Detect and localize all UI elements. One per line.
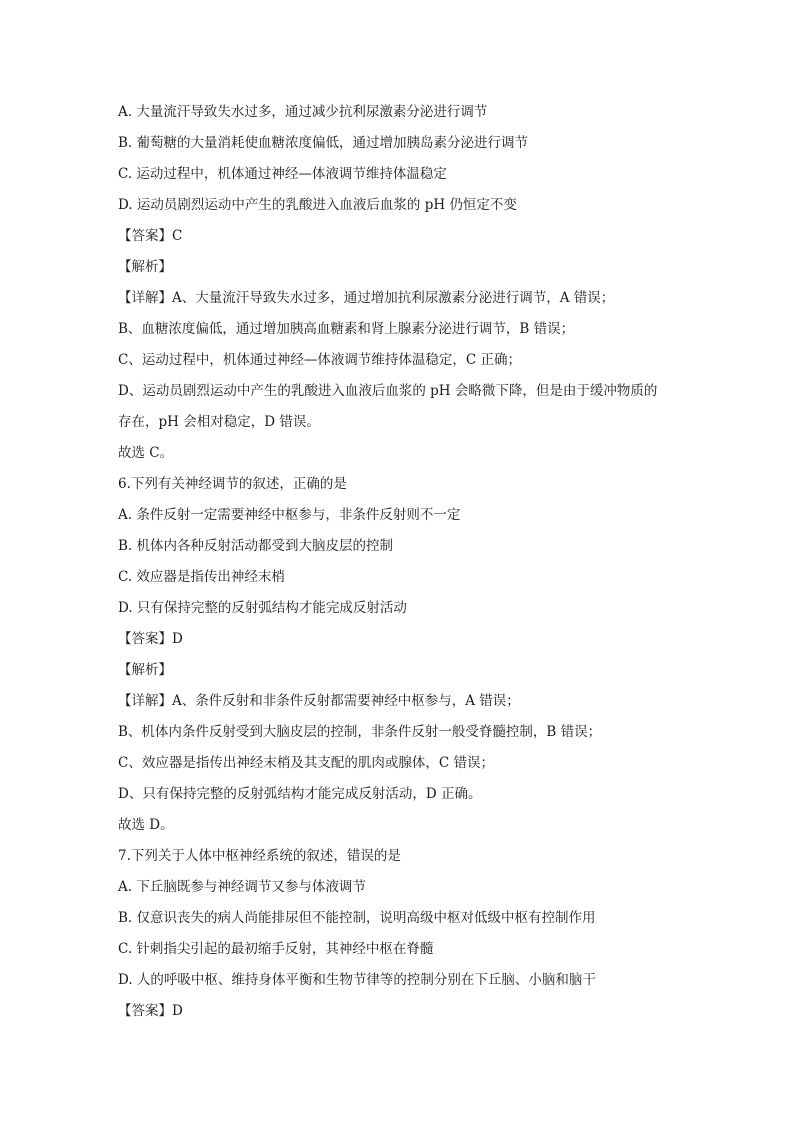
option-c-q5: C. 运动过程中，机体通过神经—体液调节维持体温稳定 — [118, 166, 447, 182]
conclusion-q6: 故选 D。 — [118, 817, 174, 833]
option-b-q7: B. 仅意识丧失的病人尚能排尿但不能控制，说明高级中枢对低级中枢有控制作用 — [118, 910, 596, 926]
option-a-q5: A. 大量流汗导致失水过多，通过减少抗利尿激素分泌进行调节 — [118, 104, 488, 120]
option-d-q6: D. 只有保持完整的反射弧结构才能完成反射活动 — [118, 600, 407, 616]
explanation-line: D、运动员剧烈运动中产生的乳酸进入血液后血浆的 pH 会略微下降，但是由于缓冲物质的 — [118, 383, 658, 399]
answer-q6: 【答案】D — [118, 631, 183, 647]
option-b-q6: B. 机体内各种反射活动都受到大脑皮层的控制 — [118, 538, 394, 554]
analysis-heading-q5: 【解析】 — [118, 259, 172, 275]
question-7-stem: 7.下列关于人体中枢神经系统的叙述，错误的是 — [118, 848, 401, 864]
option-c-q7: C. 针刺指尖引起的最初缩手反射，其神经中枢在脊髓 — [118, 941, 434, 957]
answer-q5: 【答案】C — [118, 228, 183, 244]
analysis-heading-q6: 【解析】 — [118, 662, 172, 678]
explanation-line: 【详解】A、条件反射和非条件反射都需要神经中枢参与，A 错误； — [118, 693, 520, 709]
explanation-line: B、血糖浓度偏低，通过增加胰高血糖素和肾上腺素分泌进行调节，B 错误； — [118, 321, 575, 337]
option-a-q6: A. 条件反射一定需要神经中枢参与，非条件反射则不一定 — [118, 507, 461, 523]
explanation-line: C、运动过程中，机体通过神经—体液调节维持体温稳定，C 正确； — [118, 352, 521, 368]
question-6-stem: 6.下列有关神经调节的叙述，正确的是 — [118, 476, 347, 492]
option-b-q5: B. 葡萄糖的大量消耗使血糖浓度偏低，通过增加胰岛素分泌进行调节 — [118, 135, 529, 151]
explanation-line: 【详解】A、大量流汗导致失水过多，通过增加抗利尿激素分泌进行调节，A 错误； — [118, 290, 615, 306]
explanation-line: D、只有保持完整的反射弧结构才能完成反射活动，D 正确。 — [118, 786, 482, 802]
explanation-line: C、效应器是指传出神经末梢及其支配的肌肉或腺体，C 错误； — [118, 755, 494, 771]
explanation-line: 存在，pH 会相对稳定，D 错误。 — [118, 414, 320, 430]
conclusion-q5: 故选 C。 — [118, 445, 174, 461]
option-c-q6: C. 效应器是指传出神经末梢 — [118, 569, 285, 585]
option-d-q5: D. 运动员剧烈运动中产生的乳酸进入血液后血浆的 pH 仍恒定不变 — [118, 197, 517, 213]
option-a-q7: A. 下丘脑既参与神经调节又参与体液调节 — [118, 879, 366, 895]
explanation-line: B、机体内条件反射受到大脑皮层的控制，非条件反射一般受脊髓控制，B 错误； — [118, 724, 602, 740]
option-d-q7: D. 人的呼吸中枢、维持身体平衡和生物节律等的控制分别在下丘脑、小脑和脑干 — [118, 972, 596, 988]
answer-q7: 【答案】D — [118, 1003, 183, 1019]
